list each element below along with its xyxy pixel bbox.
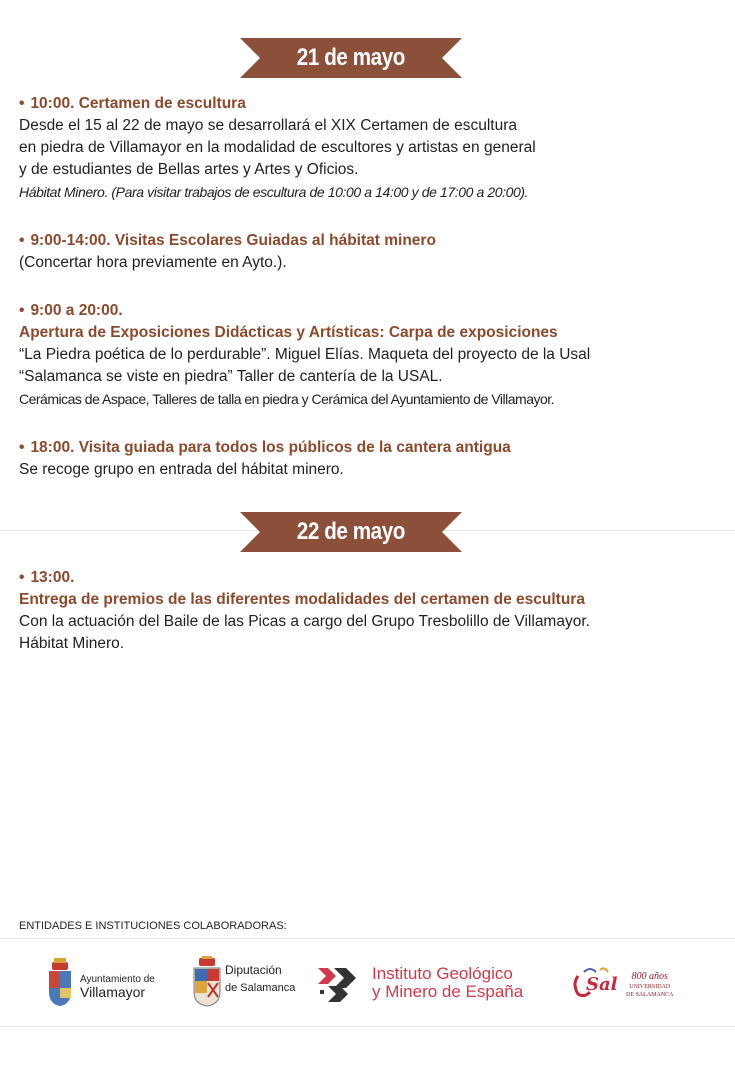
event-text: (Concertar hora previamente en Ayto.). — [19, 254, 287, 271]
shield-icon — [192, 956, 222, 1008]
usal-line3: DE SALAMANCA — [626, 991, 674, 998]
diputacion-line2: de Salamanca — [225, 981, 296, 994]
event-text: Hábitat Minero. — [19, 635, 125, 652]
event-text: Con la actuación del Baile de las Picas a cargo del Grupo Tresbolillo de Villamayor. — [19, 613, 590, 630]
divider — [0, 938, 735, 939]
event-note: Hábitat Minero. (Para visitar trabajos de escultura de 10:00 a 14:00 y de 17:00 a 20:00). — [19, 184, 529, 200]
collaborators-label: ENTIDADES E INSTITUCIONES COLABORADORAS: — [19, 920, 287, 932]
usal-line2: UNIVERSIDAD — [629, 983, 671, 990]
logo-villamayor — [46, 958, 155, 1008]
bullet-icon: • — [19, 232, 25, 249]
event-text: y de estudiantes de Bellas artes y Artes y Oficios. — [19, 161, 359, 178]
coat-of-arms-icon — [46, 958, 74, 1008]
event-item — [19, 300, 721, 410]
event-item — [19, 230, 721, 274]
day-title: 22 de mayo — [296, 518, 406, 545]
usal-line1: 800 años — [631, 970, 668, 982]
logo-diputacion — [192, 956, 295, 1008]
igme-line1: Instituto Geológico — [372, 964, 513, 983]
collaborators-logos — [0, 950, 735, 1020]
event-heading: • 9:00 a 20:00. — [19, 302, 123, 319]
event-text: “Salamanca se viste en piedra” Taller de cantería de la USAL. — [19, 368, 443, 385]
bullet-icon: • — [19, 439, 25, 456]
villamayor-line2: Villamayor — [80, 984, 146, 1000]
event-text: “La Piedra poética de lo perdurable”. Miguel Elías. Maqueta del proyecto de la Usal — [19, 346, 591, 363]
igme-line2: y Minero de España — [372, 982, 524, 1001]
event-heading: • 9:00-14:00. Visitas Escolares Guiadas al hábitat minero — [19, 232, 436, 249]
event-item — [19, 93, 721, 203]
day-title: 21 de mayo — [296, 44, 406, 71]
event-text: Se recoge grupo en entrada del hábitat minero. — [19, 461, 344, 478]
event-text: Desde el 15 al 22 de mayo se desarrollará el XIX Certamen de escultura — [19, 117, 517, 134]
day-ribbon-21 — [240, 38, 462, 78]
event-text: en piedra de Villamayor en la modalidad de escultores y artistas en general — [19, 139, 536, 156]
usal-mark: Sal — [586, 974, 618, 995]
event-heading: • 13:00. — [19, 569, 75, 586]
event-heading: • 18:00. Visita guiada para todos los públicos de la cantera antigua — [19, 439, 511, 456]
logo-usal — [570, 966, 674, 1002]
igme-icon — [318, 964, 364, 1002]
event-subheading: Apertura de Exposiciones Didácticas y Artísticas: Carpa de exposiciones — [19, 324, 558, 341]
villamayor-line1: Ayuntamiento de — [80, 974, 155, 985]
day-ribbon-22 — [240, 512, 462, 552]
event-heading: • 10:00. Certamen de escultura — [19, 95, 246, 112]
logo-igme — [318, 964, 523, 1002]
divider — [0, 1026, 735, 1027]
bullet-icon: • — [19, 302, 25, 319]
event-text-small: Cerámicas de Aspace, Talleres de talla en piedra y Cerámica del Ayuntamiento de Villamayor. — [19, 391, 555, 407]
diputacion-line1: Diputación — [225, 962, 282, 977]
bullet-icon: • — [19, 95, 25, 112]
event-item — [19, 567, 721, 655]
event-item — [19, 437, 721, 481]
bullet-icon: • — [19, 569, 25, 586]
event-subheading: Entrega de premios de las diferentes modalidades del certamen de escultura — [19, 591, 585, 608]
